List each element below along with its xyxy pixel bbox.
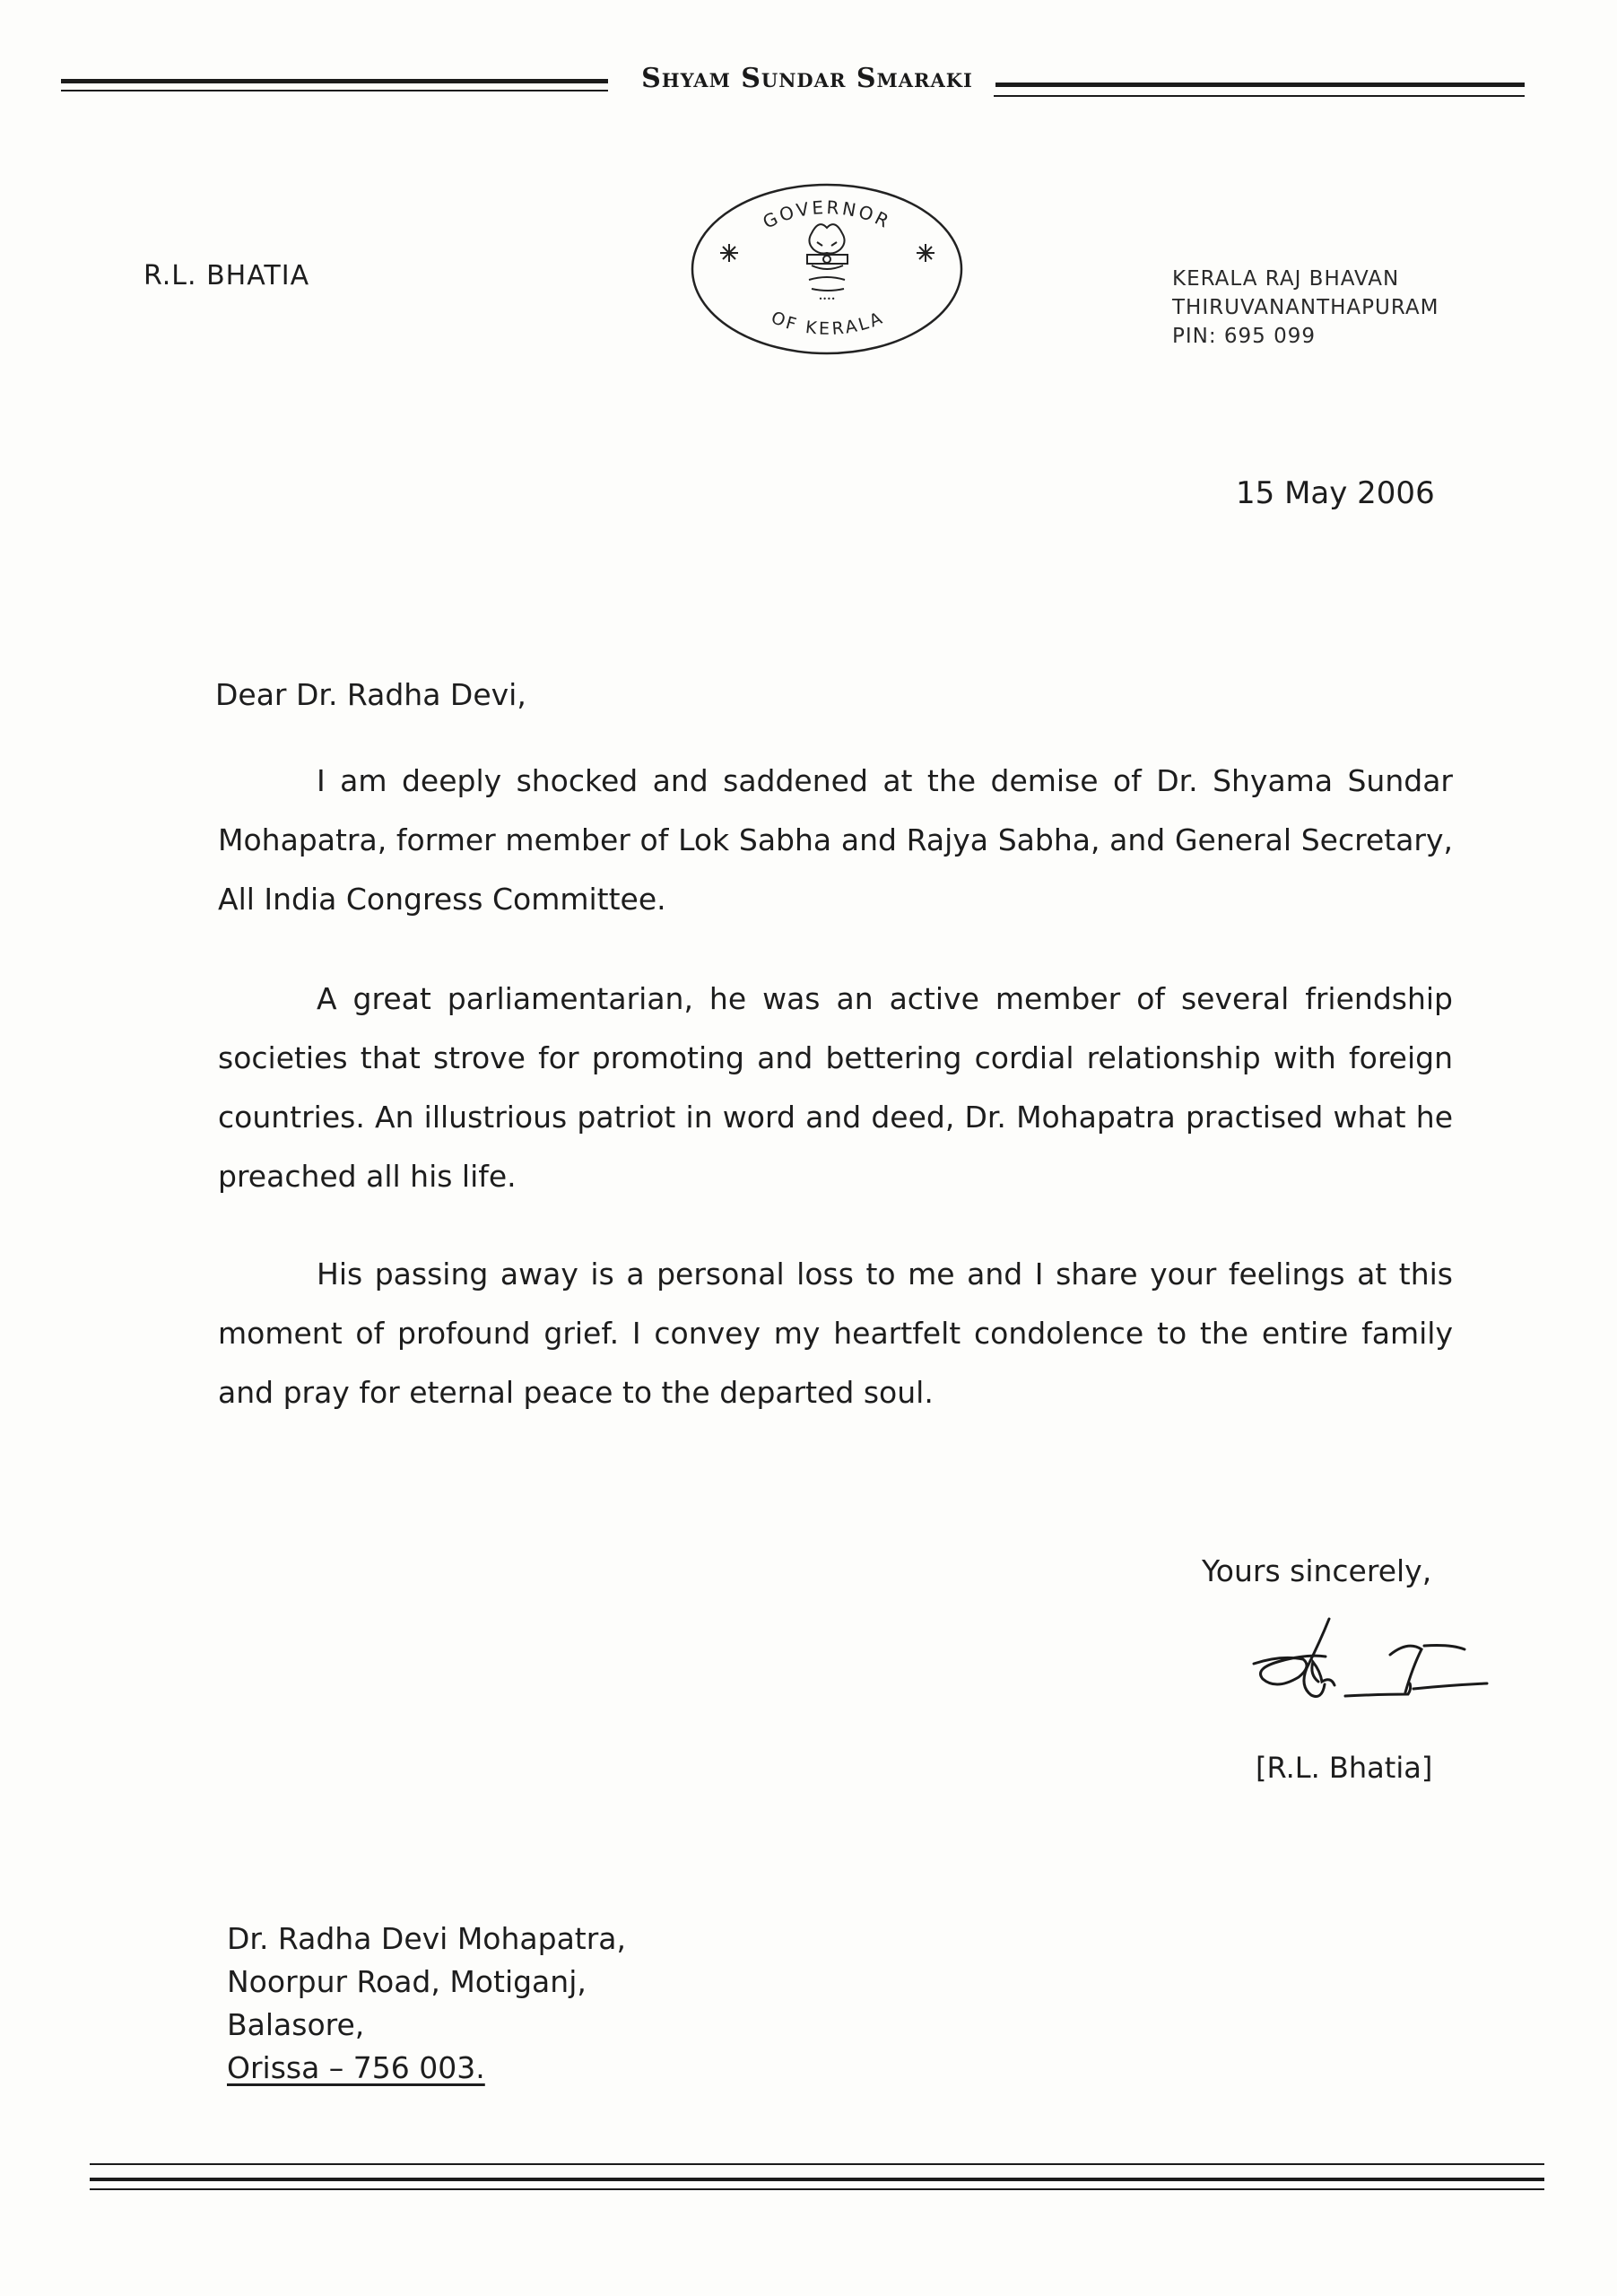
seal-top-text: GOVERNOR [759, 196, 895, 233]
body-paragraph: I am deeply shocked and saddened at the demise of Dr. Shyama Sundar Mohapatra, former member of Lok Sabha and Rajya Sabha, and General Secretary, All India Congress Committee. [218, 763, 1453, 917]
recipient-line: Noorpur Road, Motiganj, [227, 1964, 587, 1999]
header-rule-left [61, 79, 608, 83]
footer-rule-lower [90, 2188, 1544, 2190]
letter-date: 15 May 2006 [1236, 475, 1435, 511]
recipient-address [227, 1918, 626, 2090]
footer-rule-bottom [90, 2178, 1544, 2181]
seal-bottom-text: OF KERALA [768, 307, 888, 339]
governor-seal [686, 179, 969, 359]
closing: Yours sincerely, [1202, 1553, 1432, 1588]
star-left-icon [720, 244, 738, 262]
body-paragraph: His passing away is a personal loss to me and I share your feelings at this moment of profound grief. I convey my heartfelt condolence to the entire family and pray for eternal peace to the departed soul. [218, 1257, 1453, 1410]
sender-name: R.L. BHATIA [143, 260, 310, 291]
address-line: PIN: 695 099 [1172, 325, 1317, 348]
header-rule-left-thin [61, 90, 608, 91]
salutation: Dear Dr. Radha Devi, [215, 677, 526, 712]
address-line: THIRUVANANTHAPURAM [1172, 296, 1439, 319]
recipient-line: Orissa – 756 003. [227, 2050, 485, 2085]
star-right-icon [917, 244, 935, 262]
book-title: Shyam Sundar Smaraki [619, 63, 995, 94]
header-rule-right-thin [994, 95, 1525, 97]
lion-capital-emblem-icon [807, 224, 848, 303]
footer-rule-top [90, 2163, 1544, 2165]
signer-name: [R.L. Bhatia] [1256, 1751, 1433, 1785]
handwritten-signature [1247, 1601, 1507, 1718]
header-rule-right [994, 83, 1525, 87]
office-address [1172, 265, 1439, 351]
svg-text:OF KERALA [769, 308, 888, 339]
recipient-line: Balasore, [227, 2007, 365, 2042]
address-line: KERALA RAJ BHAVAN [1172, 267, 1400, 291]
recipient-line: Dr. Radha Devi Mohapatra, [227, 1921, 627, 1956]
body-paragraph: A great parliamentarian, he was an active member of several friendship societies that strove for promoting and bettering cordial relationship with foreign countries. An illustrious patriot in word and deed, Dr. Mohapatra practised what he preached all his life. [218, 981, 1453, 1194]
svg-text:••••: •••• [818, 295, 836, 303]
